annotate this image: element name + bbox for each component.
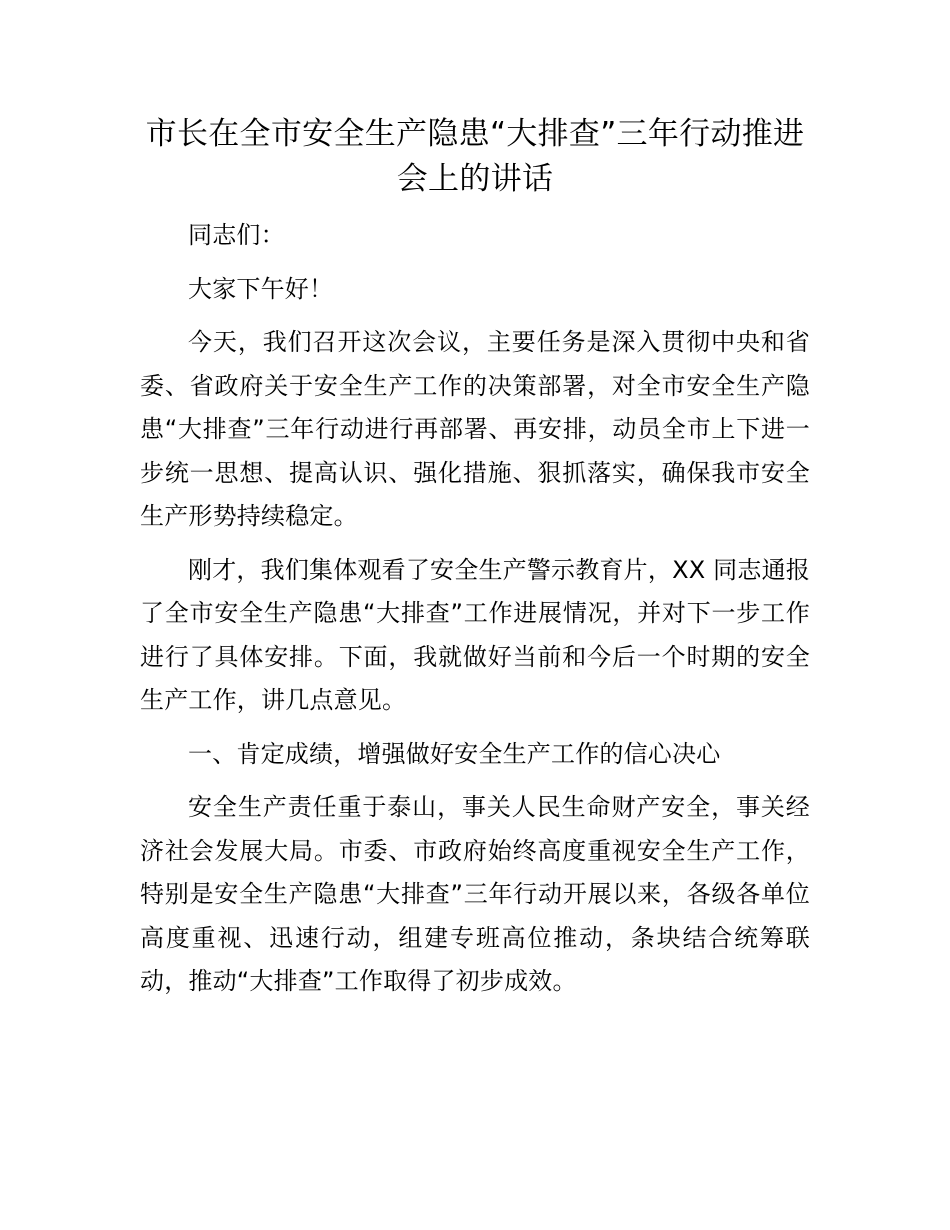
paragraph-achievements: 安全生产责任重于泰山，事关人民生命财产安全，事关经济社会发展大局。市委、市政府始终高度重视安全生产工作，特别是安全生产隐患“大排查”三年行动开展以来，各级各单位高度重视、迅速行动，组建专班高位推动，条块结合统筹联动，推动“大排查”工作取得了初步成效。 xyxy=(140,793,810,995)
document-title: 市长在全市安全生产隐患“大排查”三年行动推进会上的讲话 xyxy=(145,116,805,197)
document-body xyxy=(140,214,810,1014)
paragraph-salutation: 同志们： xyxy=(188,221,285,249)
paragraph-progress-report: 刚才，我们集体观看了安全生产警示教育片，XX 同志通报了全市安全生产隐患“大排查”工作进展情况，并对下一步工作进行了具体安排。下面，我就做好当前和今后一个时期的安全生产工作，讲几点意见。 xyxy=(140,555,810,714)
paragraph-meeting-purpose: 今天，我们召开这次会议，主要任务是深入贯彻中央和省委、省政府关于安全生产工作的决策部署，对全市安全生产隐患“大排查”三年行动进行再部署、再安排，动员全市上下进一步统一思想、提高认识、强化措施、狠抓落实，确保我市安全生产形势持续稳定。 xyxy=(140,328,810,530)
paragraph-greeting: 大家下午好！ xyxy=(188,274,334,303)
section-heading-1: 一、肯定成绩，增强做好安全生产工作的信心决心 xyxy=(188,739,721,768)
